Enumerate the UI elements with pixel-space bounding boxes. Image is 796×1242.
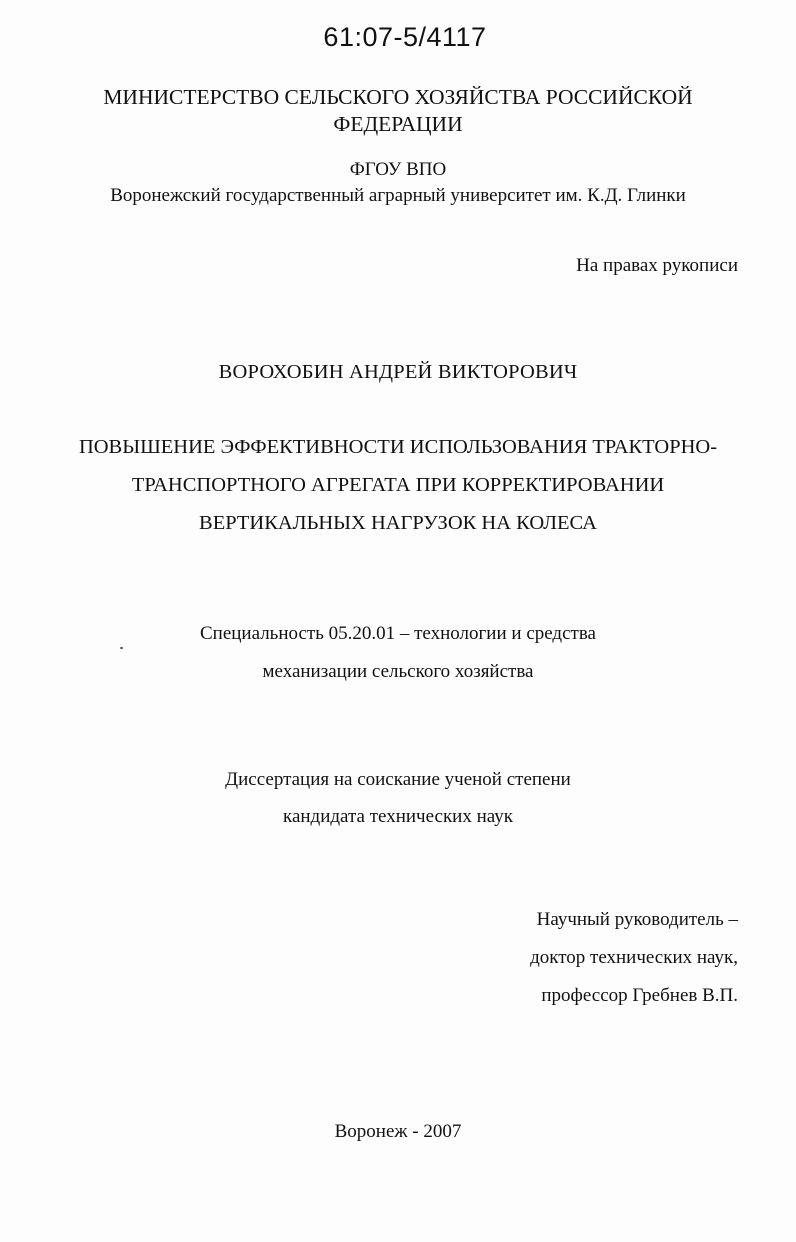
specialty-line-2: механизации сельского хозяйства: [262, 661, 534, 682]
institution-abbr: ФГОУ ВПО: [349, 159, 447, 180]
author-name: ВОРОХОБИН АНДРЕЙ ВИКТОРОВИЧ: [218, 361, 578, 383]
call-number: 61:07-5/4117: [323, 22, 487, 52]
ministry-line-1: МИНИСТЕРСТВО СЕЛЬСКОГО ХОЗЯЙСТВА РОССИЙСКОЙ: [103, 85, 693, 109]
institution-name: Воронежский государственный аграрный университет им. К.Д. Глинки: [110, 185, 686, 206]
supervisor-line-2: доктор технических наук,: [530, 947, 738, 968]
specialty-block: [0, 615, 796, 691]
supervisor-line-3: профессор Гребнев В.П.: [541, 985, 738, 1006]
ministry-line-2: ФЕДЕРАЦИИ: [333, 112, 463, 136]
place-year: Воронеж - 2007: [334, 1121, 462, 1142]
supervisor-block: [530, 901, 738, 1015]
institution-block: [0, 157, 796, 209]
manuscript-note: На правах рукописи: [576, 255, 738, 276]
dissertation-title: [0, 428, 796, 542]
title-line-1: ПОВЫШЕНИЕ ЭФФЕКТИВНОСТИ ИСПОЛЬЗОВАНИЯ ТРАКТОРНО-: [78, 436, 718, 458]
title-line-3: ВЕРТИКАЛЬНЫХ НАГРУЗОК НА КОЛЕСА: [199, 512, 597, 534]
degree-line-1: Диссертация на соискание ученой степени: [225, 769, 571, 790]
degree-block: [0, 761, 796, 835]
ministry-heading: [0, 84, 796, 138]
degree-line-2: кандидата технических наук: [283, 806, 513, 827]
specialty-line-1: Специальность 05.20.01 – технологии и средства: [199, 623, 596, 644]
supervisor-line-1: Научный руководитель –: [536, 909, 738, 930]
title-line-2: ТРАНСПОРТНОГО АГРЕГАТА ПРИ КОРРЕКТИРОВАНИИ: [131, 474, 665, 496]
